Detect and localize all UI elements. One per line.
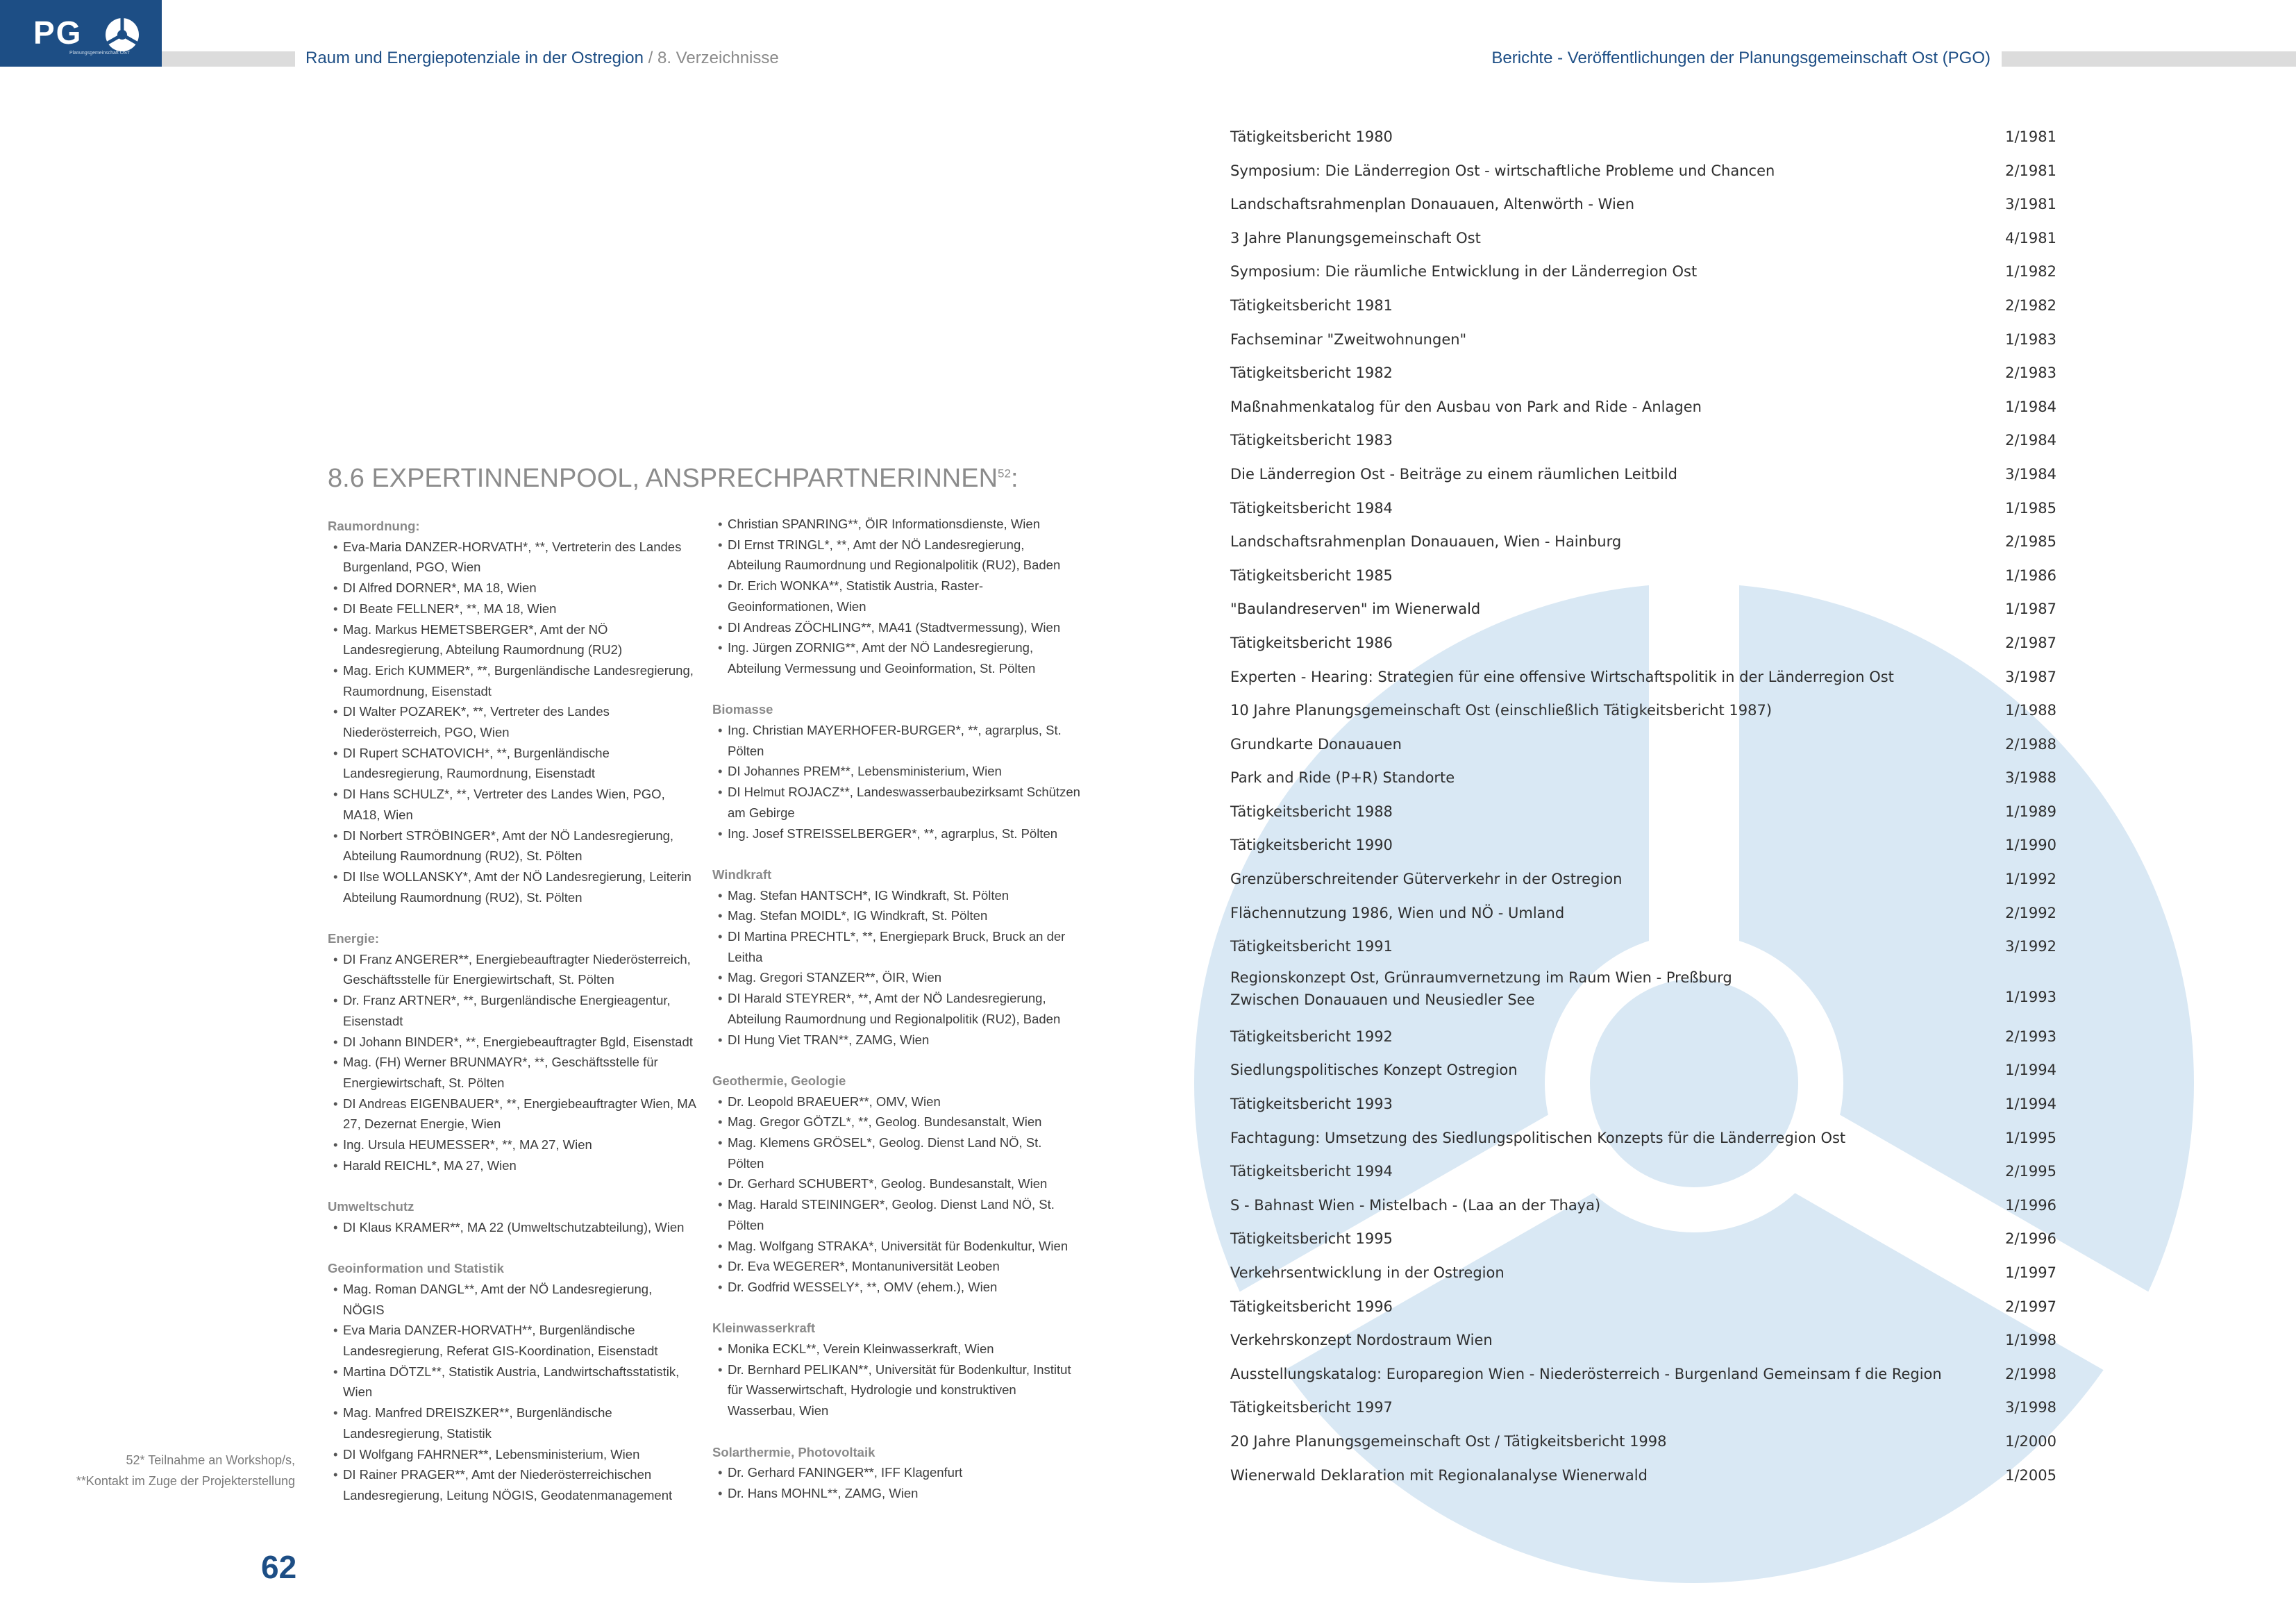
- expert-entry: • Dr. Hans MOHNL**, ZAMG, Wien: [712, 1483, 1080, 1504]
- publication-row: [1230, 696, 2056, 730]
- publication-number: 2/1983: [2005, 365, 2056, 382]
- publication-number: 2/1993: [2005, 1028, 2056, 1045]
- footnote-line-2: **Kontakt im Zuge der Projekterstellung: [76, 1474, 295, 1488]
- publication-title: Tätigkeitsbericht 1995: [1230, 1230, 1393, 1248]
- publication-row: [1230, 393, 2056, 427]
- publication-number: 1/1986: [2005, 567, 2056, 584]
- expert-entry: • DI Franz ANGERER**, Energiebeauftragter Niederösterreich, Geschäftsstelle für Energiewirtschaft, St. Pölten: [328, 949, 696, 990]
- publication-title: Tätigkeitsbericht 1996: [1230, 1298, 1393, 1315]
- publication-row: [1230, 1090, 2056, 1124]
- publication-title: Park and Ride (P+R) Standorte: [1230, 769, 1455, 787]
- expert-entry: • Ing. Christian MAYERHOFER-BURGER*, **, agrarplus, St. Pölten: [712, 720, 1080, 761]
- publication-number: 2/1996: [2005, 1230, 2056, 1248]
- expert-group-heading: Biomasse: [712, 702, 773, 717]
- publication-row: [1230, 1157, 2056, 1191]
- expert-entry: • Dr. Gerhard SCHUBERT*, Geolog. Bundesanstalt, Wien: [712, 1173, 1080, 1194]
- publication-row: [1230, 932, 2056, 966]
- publication-number: 4/1981: [2005, 229, 2056, 246]
- expert-entry: • DI Hans SCHULZ*, **, Vertreter des Landes Wien, PGO, MA18, Wien: [328, 784, 696, 825]
- publication-row: [1230, 426, 2056, 460]
- publication-row: [1230, 1293, 2056, 1327]
- publication-number: 1/1994: [2005, 1062, 2056, 1079]
- chapter-title: / 8. Verzeichnisse: [648, 49, 779, 67]
- page-number: 62: [261, 1549, 297, 1585]
- publication-number: 1/1989: [2005, 803, 2056, 820]
- publication-title: Maßnahmenkatalog für den Ausbau von Park and Ride - Anlagen: [1230, 398, 1702, 415]
- expert-entry: • Dr. Gerhard FANINGER**, IFF Klagenfurt: [712, 1462, 1080, 1483]
- expert-entry: • Harald REICHL*, MA 27, Wien: [328, 1155, 696, 1176]
- publication-title: Fachseminar "Zweitwohnungen": [1230, 330, 1467, 348]
- publication-number: 3/1998: [2005, 1399, 2056, 1416]
- publication-row: [1230, 595, 2056, 629]
- expert-entry: • Ing. Josef STREISSELBERGER*, **, agrarplus, St. Pölten: [712, 823, 1080, 844]
- expert-entry: • Mag. Wolfgang STRAKA*, Universität für Bodenkultur, Wien: [712, 1236, 1080, 1257]
- publication-number: 2/1995: [2005, 1163, 2056, 1180]
- expert-entry: • Dr. Franz ARTNER*, **, Burgenländische Energieagentur, Eisenstadt: [328, 990, 696, 1031]
- document-title: Raum und Energiepotenziale in der Ostregion: [305, 49, 644, 67]
- expert-entry: • Mag. (FH) Werner BRUNMAYR*, **, Geschäftsstelle für Energiewirtschaft, St. Pölten: [328, 1052, 696, 1093]
- publication-number: 2/1981: [2005, 162, 2056, 179]
- expert-entry: • DI Johannes PREM**, Lebensministerium, Wien: [712, 761, 1080, 782]
- publication-title: Tätigkeitsbericht 1993: [1230, 1096, 1393, 1113]
- publication-number: 3/1987: [2005, 668, 2056, 685]
- publication-row: [1230, 1428, 2056, 1462]
- publication-title: Regionskonzept Ost, Grünraumvernetzung im Raum Wien - Preßburg Zwischen Donauauen und Neusiedler See: [1230, 969, 1732, 1008]
- expert-entry: • DI Klaus KRAMER**, MA 22 (Umweltschutzabteilung), Wien: [328, 1217, 696, 1238]
- publication-title: 3 Jahre Planungsgemeinschaft Ost: [1230, 229, 1481, 246]
- expert-entry: • Eva-Maria DANZER-HORVATH*, **, Vertreterin des Landes Burgenland, PGO, Wien: [328, 537, 696, 578]
- publication-row: [1230, 224, 2056, 258]
- expert-entry: • Dr. Eva WEGERER*, Montanuniversität Leoben: [712, 1256, 1080, 1277]
- publication-row: [1230, 1393, 2056, 1428]
- publication-title: S - Bahnast Wien - Mistelbach - (Laa an der Thaya): [1230, 1196, 1601, 1214]
- publication-number: 2/1988: [2005, 735, 2056, 753]
- publication-title: Ausstellungskatalog: Europaregion Wien - Niederösterreich - Burgenland Gemeinsam f die Region: [1230, 1365, 1942, 1382]
- publication-row: [1230, 1225, 2056, 1259]
- expert-entry: • Mag. Stefan MOIDL*, IG Windkraft, St. Pölten: [712, 905, 1080, 926]
- publication-row: [1230, 190, 2056, 224]
- publication-title: Flächennutzung 1986, Wien und NÖ - Umland: [1230, 904, 1565, 921]
- footnote-line-1: 52* Teilnahme an Workshop/s,: [126, 1453, 295, 1467]
- expert-group-heading: Umweltschutz: [328, 1199, 414, 1214]
- expert-entry: • DI Andreas ZÖCHLING**, MA41 (Stadtvermessung), Wien: [712, 617, 1080, 638]
- publication-number: 3/1984: [2005, 465, 2056, 483]
- publication-title: Tätigkeitsbericht 1982: [1230, 365, 1393, 382]
- publication-row: [1230, 326, 2056, 360]
- expert-entry: • Ing. Ursula HEUMESSER*, **, MA 27, Wien: [328, 1135, 696, 1155]
- publication-row: [1230, 494, 2056, 528]
- expert-group-heading: Geothermie, Geologie: [712, 1073, 846, 1088]
- expert-entry: • Mag. Erich KUMMER*, **, Burgenländische Landesregierung, Raumordnung, Eisenstadt: [328, 660, 696, 701]
- publication-row: [1230, 899, 2056, 933]
- expert-group-heading: Solarthermie, Photovoltaik: [712, 1444, 875, 1459]
- expert-entry: • Dr. Godfrid WESSELY*, **, OMV (ehem.), Wien: [712, 1277, 1080, 1298]
- publication-number: 1/1993: [2005, 988, 2056, 1005]
- section-title: 8.6 EXPERTINNENPOOL, ANSPRECHPARTNERINNEN$^{52}$:: [328, 464, 1019, 493]
- pgo-logo: [0, 0, 162, 67]
- publication-row: [1230, 629, 2056, 663]
- expert-entry: • Dr. Bernhard PELIKAN**, Universität für Bodenkultur, Institut für Wasserwirtschaft, Hydrologie und konstruktiven Wasserbau, Wien: [712, 1359, 1080, 1421]
- publication-row: [1230, 292, 2056, 326]
- publication-number: 2/1982: [2005, 296, 2056, 314]
- expert-entry: • Monika ECKL**, Verein Kleinwasserkraft, Wien: [712, 1339, 1080, 1359]
- expert-group-heading: Geoinformation und Statistik: [328, 1261, 504, 1276]
- publication-number: 1/1983: [2005, 330, 2056, 348]
- publication-title: Verkehrsentwicklung in der Ostregion: [1230, 1264, 1505, 1281]
- publication-row: [1230, 1360, 2056, 1394]
- expert-entry: • Mag. Harald STEININGER*, Geolog. Dienst Land NÖ, St. Pölten: [712, 1194, 1080, 1235]
- expert-entry: • Mag. Roman DANGL**, Amt der NÖ Landesregierung, NÖGIS: [328, 1279, 696, 1320]
- expert-entry: • Eva Maria DANZER-HORVATH**, Burgenländische Landesregierung, Referat GIS-Koordination, Eisenstadt: [328, 1320, 696, 1361]
- publication-title: Verkehrskonzept Nordostraum Wien: [1230, 1332, 1493, 1349]
- publication-row: [1230, 1023, 2056, 1057]
- publication-title: Grundkarte Donauauen: [1230, 735, 1402, 753]
- expert-entry: • DI Rupert SCHATOVICH*, **, Burgenländische Landesregierung, Raumordnung, Eisenstadt: [328, 743, 696, 784]
- publication-title: Landschaftsrahmenplan Donauauen, Wien - Hainburg: [1230, 533, 1622, 551]
- publication-number: 1/1987: [2005, 601, 2056, 618]
- expert-entry: • DI Alfred DORNER*, MA 18, Wien: [328, 578, 696, 598]
- publication-number: 2/1987: [2005, 634, 2056, 651]
- expert-entry: • Mag. Gregori STANZER**, ÖIR, Wien: [712, 967, 1080, 988]
- publication-row: [1230, 798, 2056, 832]
- publication-number: 1/1988: [2005, 702, 2056, 719]
- logo-text: PG: [33, 15, 83, 51]
- publication-title: Tätigkeitsbericht 1985: [1230, 567, 1393, 584]
- publication-row: [1230, 1191, 2056, 1225]
- publication-title: Fachtagung: Umsetzung des Siedlungspolitischen Konzepts für die Länderregion Ost: [1230, 1129, 1846, 1146]
- publication-number: 1/1992: [2005, 871, 2056, 888]
- publication-number: 2/1998: [2005, 1365, 2056, 1382]
- publication-number: 1/1997: [2005, 1264, 2056, 1281]
- expert-entry: • Dr. Erich WONKA**, Statistik Austria, Raster-Geoinformationen, Wien: [712, 576, 1080, 617]
- publication-row: [1230, 1462, 2056, 1496]
- publication-number: 1/1985: [2005, 499, 2056, 517]
- publication-row: [1230, 460, 2056, 494]
- expert-group-heading: Raumordnung:: [328, 519, 420, 533]
- publication-title: Symposium: Die Länderregion Ost - wirtschaftliche Probleme und Chancen: [1230, 162, 1775, 179]
- publication-number: 1/1998: [2005, 1332, 2056, 1349]
- expert-entry: • DI Norbert STRÖBINGER*, Amt der NÖ Landesregierung, Abteilung Raumordnung (RU2), St. Pölten: [328, 826, 696, 867]
- publication-row: [1230, 831, 2056, 865]
- expert-group-heading: Kleinwasserkraft: [712, 1321, 816, 1336]
- publication-number: 3/1981: [2005, 196, 2056, 213]
- publication-number: 1/2005: [2005, 1466, 2056, 1484]
- publication-row: [1230, 730, 2056, 764]
- expert-group-heading: Windkraft: [712, 867, 772, 882]
- publication-title: Tätigkeitsbericht 1990: [1230, 837, 1393, 854]
- expert-entry: • Mag. Manfred DREISZKER**, Burgenländische Landesregierung, Statistik: [328, 1403, 696, 1443]
- publication-row: [1230, 1124, 2056, 1158]
- publication-title: "Baulandreserven" im Wienerwald: [1230, 601, 1481, 618]
- publication-number: 1/1995: [2005, 1129, 2056, 1146]
- page-header-right: Berichte - Veröffentlichungen der Planungsgemeinschaft Ost (PGO): [1491, 49, 1991, 67]
- publication-row: [1230, 663, 2056, 697]
- publication-title: Siedlungspolitisches Konzept Ostregion: [1230, 1062, 1518, 1079]
- expert-entry: • Christian SPANRING**, ÖIR Informationsdienste, Wien: [712, 514, 1080, 535]
- publication-title: Experten - Hearing: Strategien für eine offensive Wirtschaftspolitik in der Länderregion Ost: [1230, 668, 1894, 685]
- publication-row: [1230, 258, 2056, 292]
- publication-row: [1230, 123, 2056, 157]
- publication-number: 2/1992: [2005, 904, 2056, 921]
- expert-entry: • Dr. Leopold BRAEUER**, OMV, Wien: [712, 1091, 1080, 1112]
- publication-title: Tätigkeitsbericht 1994: [1230, 1163, 1393, 1180]
- expert-entry: • DI Ernst TRINGL*, **, Amt der NÖ Landesregierung, Abteilung Raumordnung und Regionalpolitik (RU2), Baden: [712, 535, 1080, 576]
- publication-row: [1230, 966, 2056, 1023]
- publication-title: Tätigkeitsbericht 1980: [1230, 128, 1393, 145]
- expert-entry: • DI Hung Viet TRAN**, ZAMG, Wien: [712, 1030, 1080, 1050]
- publication-title: Tätigkeitsbericht 1981: [1230, 296, 1393, 314]
- publications-list: [1230, 123, 2056, 1495]
- publication-title: Wienerwald Deklaration mit Regionalanalyse Wienerwald: [1230, 1466, 1648, 1484]
- expert-entry: • Mag. Markus HEMETSBERGER*, Amt der NÖ Landesregierung, Abteilung Raumordnung (RU2): [328, 619, 696, 660]
- expert-entry: • DI Beate FELLNER*, **, MA 18, Wien: [328, 598, 696, 619]
- publication-title: Symposium: Die räumliche Entwicklung in der Länderregion Ost: [1230, 263, 1698, 281]
- publication-number: 1/1981: [2005, 128, 2056, 145]
- publication-row: [1230, 359, 2056, 393]
- publication-title: 10 Jahre Planungsgemeinschaft Ost (einschließlich Tätigkeitsbericht 1987): [1230, 702, 1773, 719]
- expert-entry: • DI Harald STEYRER*, **, Amt der NÖ Landesregierung, Abteilung Raumordnung und Regionalpolitik (RU2), Baden: [712, 988, 1080, 1029]
- publication-row: [1230, 562, 2056, 596]
- expert-entry: • DI Wolfgang FAHRNER**, Lebensministerium, Wien: [328, 1444, 696, 1465]
- expert-entry: • Mag. Stefan HANTSCH*, IG Windkraft, St. Pölten: [712, 885, 1080, 906]
- expert-entry: • Mag. Gregor GÖTZL*, **, Geolog. Bundesanstalt, Wien: [712, 1112, 1080, 1132]
- publication-title: Tätigkeitsbericht 1988: [1230, 803, 1393, 820]
- publication-row: [1230, 528, 2056, 562]
- footnote: [76, 1450, 295, 1491]
- expert-group-heading: Energie:: [328, 931, 380, 946]
- publication-title: Grenzüberschreitender Güterverkehr in der Ostregion: [1230, 871, 1623, 888]
- publication-row: [1230, 764, 2056, 798]
- publication-title: Tätigkeitsbericht 1991: [1230, 938, 1393, 955]
- publication-title: Die Länderregion Ost - Beiträge zu einem räumlichen Leitbild: [1230, 465, 1678, 483]
- publication-title: Tätigkeitsbericht 1986: [1230, 634, 1393, 651]
- experts-column-right: [712, 514, 1080, 1504]
- publication-title: Tätigkeitsbericht 1997: [1230, 1399, 1393, 1416]
- publication-row: [1230, 865, 2056, 899]
- publication-number: 2/1984: [2005, 432, 2056, 449]
- publication-title: Tätigkeitsbericht 1992: [1230, 1028, 1393, 1045]
- expert-entry: • Ing. Jürgen ZORNIG**, Amt der NÖ Landesregierung, Abteilung Vermessung und Geoinformation, St. Pölten: [712, 637, 1080, 678]
- page-header-left: [305, 49, 779, 68]
- publication-title: Tätigkeitsbericht 1983: [1230, 432, 1393, 449]
- logo-emblem-icon: [104, 17, 140, 53]
- header-bar-right: [2002, 51, 2296, 67]
- logo-subtitle: Planungsgemeinschaft OST: [69, 51, 131, 56]
- publication-number: 1/1982: [2005, 263, 2056, 281]
- publication-number: 1/1996: [2005, 1196, 2056, 1214]
- expert-entry: • DI Ilse WOLLANSKY*, Amt der NÖ Landesregierung, Leiterin Abteilung Raumordnung (RU2), St. Pölten: [328, 867, 696, 907]
- publication-row: [1230, 157, 2056, 191]
- expert-entry: • DI Walter POZAREK*, **, Vertreter des Landes Niederösterreich, PGO, Wien: [328, 701, 696, 742]
- publication-number: 2/1997: [2005, 1298, 2056, 1315]
- publication-number: 1/2000: [2005, 1432, 2056, 1450]
- expert-entry: • DI Johann BINDER*, **, Energiebeauftragter Bgld, Eisenstadt: [328, 1032, 696, 1053]
- publication-row: [1230, 1326, 2056, 1360]
- expert-entry: • DI Andreas EIGENBAUER*, **, Energiebeauftragter Wien, MA 27, Dezernat Energie, Wien: [328, 1094, 696, 1135]
- publication-title: 20 Jahre Planungsgemeinschaft Ost / Tätigkeitsbericht 1998: [1230, 1432, 1667, 1450]
- publication-row: [1230, 1259, 2056, 1293]
- publication-title: Landschaftsrahmenplan Donauauen, Altenwörth - Wien: [1230, 196, 1635, 213]
- expert-entry: • DI Rainer PRAGER**, Amt der Niederösterreichischen Landesregierung, Leitung NÖGIS, Geodatenmanagement: [328, 1464, 696, 1505]
- publication-number: 2/1985: [2005, 533, 2056, 551]
- publication-number: 3/1992: [2005, 938, 2056, 955]
- publication-number: 1/1994: [2005, 1096, 2056, 1113]
- publication-row: [1230, 1056, 2056, 1090]
- publication-number: 3/1988: [2005, 769, 2056, 787]
- footnote-ref: 52: [998, 467, 1011, 480]
- header-bar-left: [162, 51, 295, 67]
- publication-number: 1/1984: [2005, 398, 2056, 415]
- expert-entry: • DI Helmut ROJACZ**, Landeswasserbaubezirksamt Schützen am Gebirge: [712, 782, 1080, 823]
- publication-number: 1/1990: [2005, 837, 2056, 854]
- expert-entry: • DI Martina PRECHTL*, **, Energiepark Bruck, Bruck an der Leitha: [712, 926, 1080, 967]
- expert-entry: • Martina DÖTZL**, Statistik Austria, Landwirtschaftsstatistik, Wien: [328, 1362, 696, 1403]
- expert-entry: • Mag. Klemens GRÖSEL*, Geolog. Dienst Land NÖ, St. Pölten: [712, 1132, 1080, 1173]
- publication-title: Tätigkeitsbericht 1984: [1230, 499, 1393, 517]
- experts-column-left: [328, 516, 696, 1506]
